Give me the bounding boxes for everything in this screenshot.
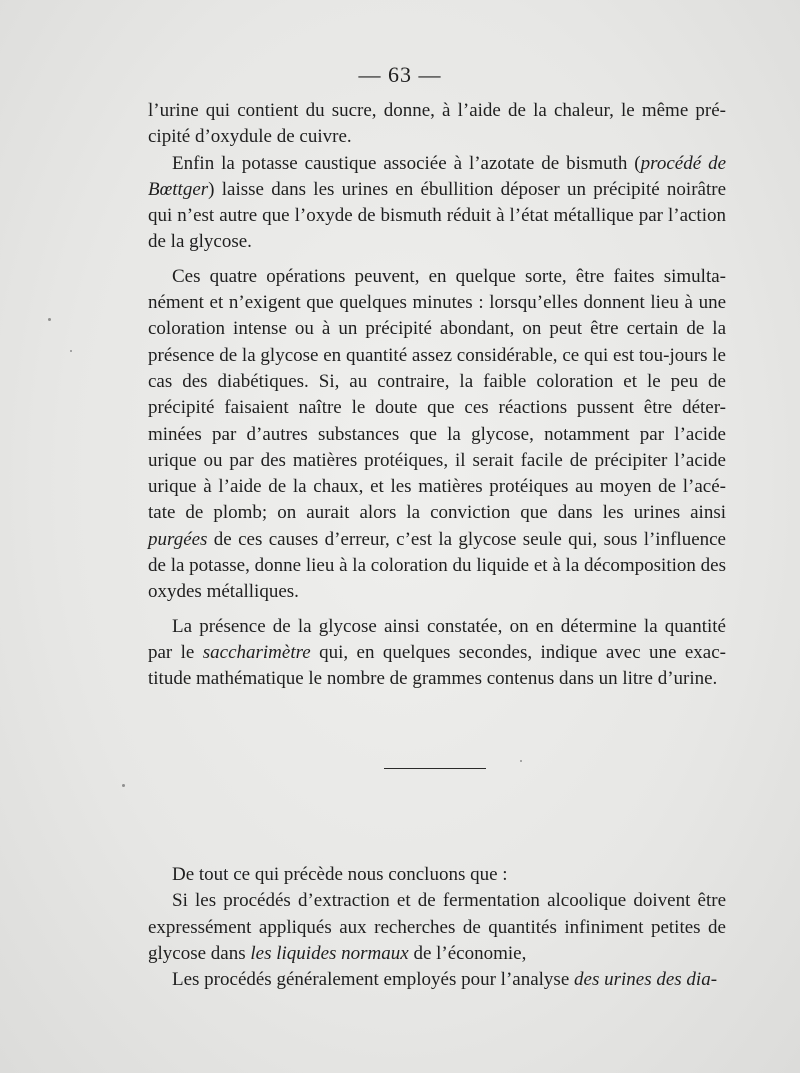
italic-text: procédé de Bœttger [148,152,726,200]
paragraph-p7 [148,967,726,993]
italic-text: les liquides normaux [250,942,409,964]
italic-text: des urines des dia- [574,969,718,991]
italic-text: saccharimètre [202,641,311,663]
text-run: de ces causes d’erreur, c’est la glycose seule qui, sous l’influence de la potasse, donne lieu à la coloration du liquide et à la décomposition des oxydes métalliques. [148,528,726,603]
text-run: Enfin la potasse caustique associée à l’azotate de bismuth ( [172,152,641,174]
paragraph-p6 [148,888,726,967]
text-run: Si les procédés d’extraction et de fermentation alcoolique doivent être expressément appliqués aux recherches de quantités infiniment petites de glycose dans [148,890,726,964]
paper-speck [122,784,125,787]
paper-speck [70,350,72,352]
paper-speck [520,760,522,762]
page-number: — 63 — [358,62,442,87]
section-divider [384,768,486,769]
text-run: qui, en quelques secondes, indique avec une exac-titude mathématique le nombre de grammes contenus dans un litre d’urine. [148,641,726,690]
text-run: La présence de la glycose ainsi constatée, on en détermine la quantité par le [148,615,726,663]
paragraph-p4 [148,614,726,693]
italic-text: purgées [148,528,208,550]
text-run: ) laisse dans les urines en ébullition déposer un précipité noirâtre qui n’est autre que l’oxyde de bismuth réduit à l’état métallique par l’action de la glycose. [148,178,726,253]
paragraph-p2 [148,151,726,256]
text-run: l’urine qui contient du sucre, donne, à l’aide de la chaleur, le même pré-cipité d’oxydule de cuivre. [148,100,726,148]
text-run: Les procédés généralement employés pour l’analyse [172,969,575,991]
text-run: De tout ce qui précède nous concluons que : [172,864,508,885]
paragraph-p1 [148,98,726,151]
conclusion-text-block [148,862,726,993]
main-text-block [148,98,726,693]
text-run: Ces quatre opérations peuvent, en quelque sorte, être faites simulta-nément et n’exigent que quelques minutes : lorsqu’elles donnent lieu à une coloration intense ou à un précipité abondant, on peut être certain de la présence de la glycose en quantité assez considérable, ce qui est tou-jours le cas des diabétiques. Si, au contraire, la faible coloration et le peu de précipité faisaient naître le doute que ces réactions pussent être déter-minées par d’autres substances que la glycose, notamment par l’acide urique ou par des matières protéiques, il serait facile de précipiter l’acide urique à l’aide de la chaux, et les matières protéiques au moyen de l’acé-tate de plomb; on aurait alors la conviction que dans les urines ainsi [148,265,726,524]
paper-speck [48,318,51,321]
paragraph-p3 [148,264,726,606]
text-run: de l’économie, [408,942,527,964]
paragraph-p5 [148,862,726,888]
